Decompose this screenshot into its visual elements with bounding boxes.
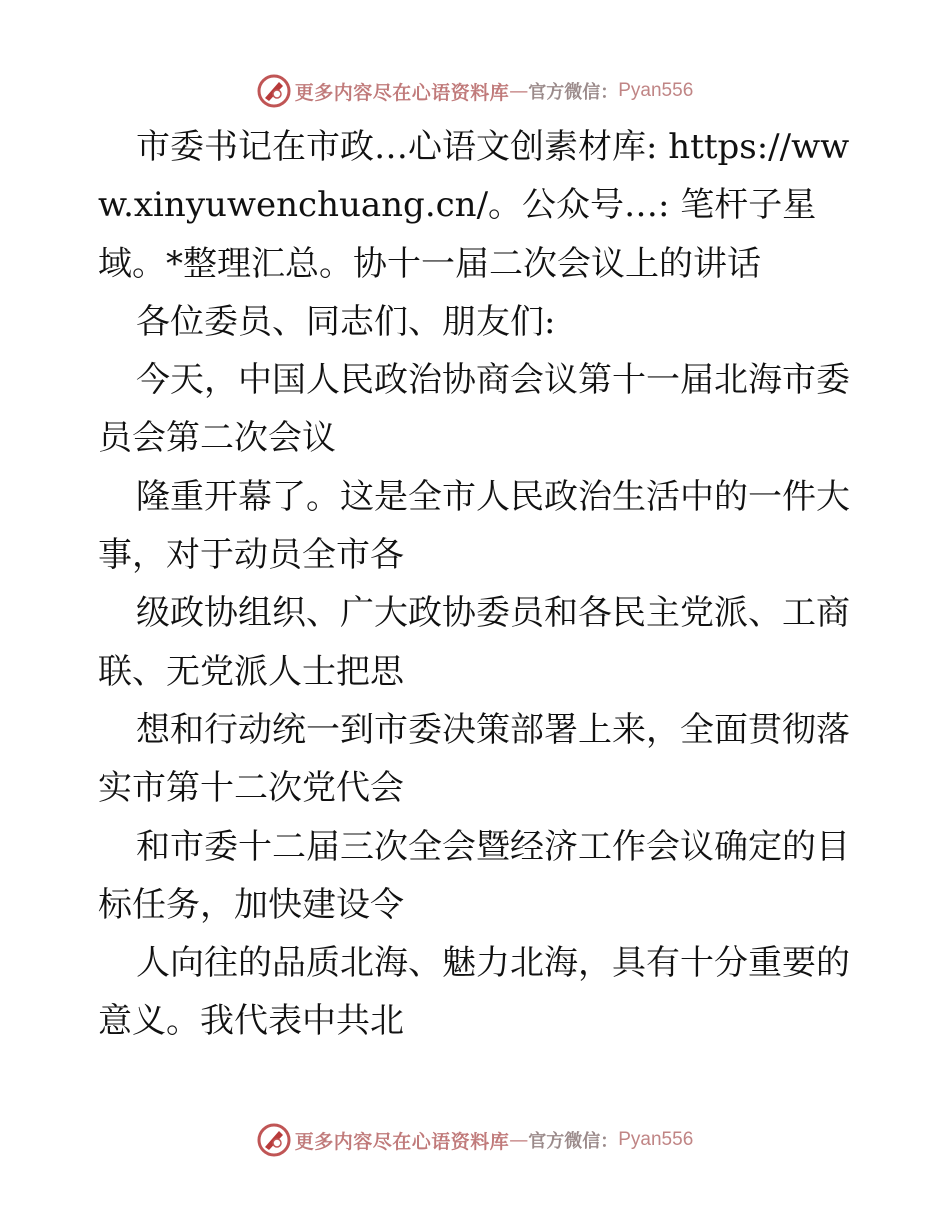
paragraph: 和市委十二届三次全会暨经济工作会议确定的目标任务，加快建设令 — [98, 826, 850, 925]
paragraph: 今天，中国人民政治协商会议第十一届北海市委员会第二次会议 — [98, 360, 850, 459]
watermark-dash: — — [509, 1129, 529, 1151]
paragraph-title: 市委书记在市政…心语文创素材库: https://www.xinyuwenchuang.cn/。公众号…: 笔杆子星域。*整理汇总。协十一届二次会议上的讲话 — [98, 127, 850, 284]
watermark-wechat-id: Pyan556 — [618, 80, 694, 101]
watermark-dash: — — [509, 80, 529, 102]
paragraph: 隆重开幕了。这是全市人民政治生活中的一件大事，对于动员全市各 — [98, 476, 850, 576]
document-body — [98, 118, 858, 1051]
paragraph: 想和行动统一到市委决策部署上来，全面贯彻落实市第十二次党代会 — [98, 709, 850, 809]
paragraph-greeting: 各位委员、同志们、朋友们: — [136, 301, 556, 342]
brand-logo-icon — [257, 1123, 291, 1157]
paragraph: 人向往的品质北海、魅力北海，具有十分重要的意义。我代表中共北 — [98, 943, 850, 1042]
watermark-official-label: 官方微信： — [528, 1131, 619, 1152]
footer-watermark — [0, 1120, 950, 1160]
watermark-official-label: 官方微信： — [528, 82, 619, 103]
paragraph: 级政协组织、广大政协委员和各民主党派、工商联、无党派人士把思 — [98, 593, 850, 692]
watermark-wechat-id: Pyan556 — [618, 1129, 694, 1150]
header-watermark — [0, 71, 950, 111]
watermark-text: 更多内容尽在心语资料库 — [294, 1130, 510, 1153]
brand-logo-icon — [257, 74, 291, 108]
watermark-text: 更多内容尽在心语资料库 — [294, 81, 510, 104]
